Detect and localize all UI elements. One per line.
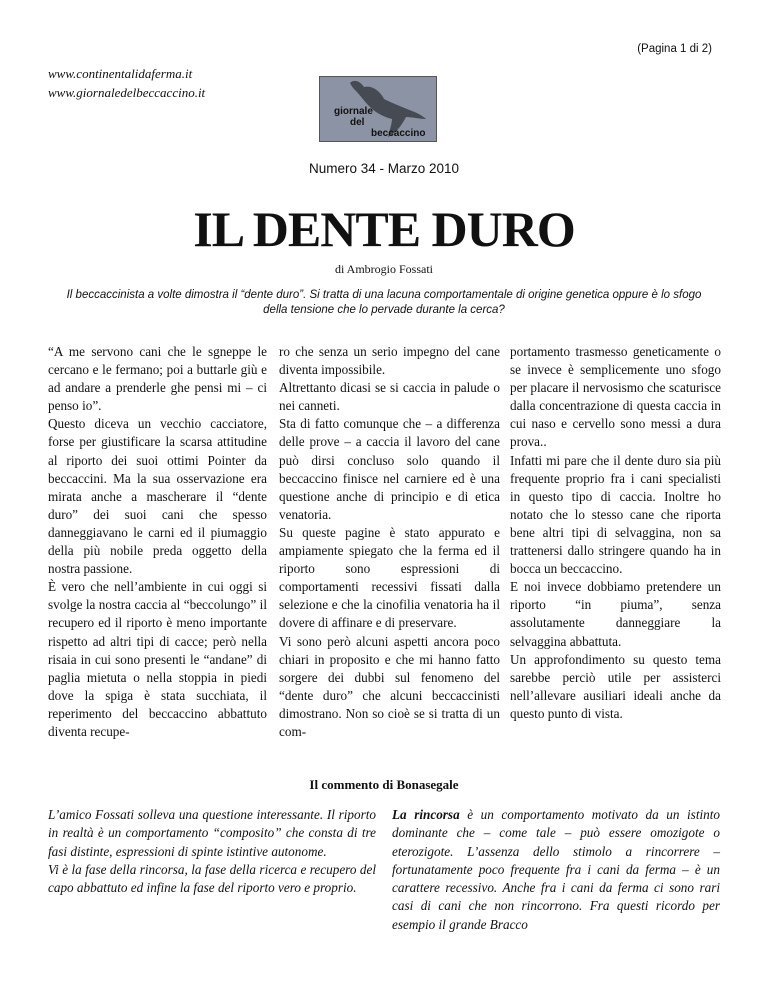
article-title: IL DENTE DURO (193, 201, 575, 257)
paragraph: E noi invece dobbiamo pretendere un riporto “in piuma”, senza assolutamente danneggiare la selvaggina abbattuta. (510, 579, 721, 649)
article-column-2 (279, 343, 500, 741)
paragraph: L’amico Fossati solleva una questione interessante. Il riporto in realtà è un comportamento “composito” che consta di tre fasi distinte, espressioni di spinte istintive autonome. (48, 807, 376, 859)
logo-text: del (350, 117, 365, 128)
logo-text: beccaccino (371, 128, 426, 139)
paragraph: portamento trasmesso geneticamente o se invece è semplicemente uno sfogo per placare il nervosismo che scaturisce dalla concentrazione di questa caccia in cui naso e cervello sono messi a dura prova.. (510, 344, 721, 450)
paragraph: Infatti mi pare che il dente duro sia più frequente proprio fra i cani specialisti in questo tipo di caccia. Inoltre ho notato che lo stesso cane che riporta bene altri tipi di selvaggina, non sa trattenersi dallo stringere quando ha in bocca un beccaccino. (510, 452, 721, 577)
issue-number: Numero 34 - Marzo 2010 (308, 161, 460, 176)
commentary-heading: Il commento di Bonasegale (309, 777, 459, 792)
paragraph: ro che senza un serio impegno del cane diventa impossibile. (279, 344, 500, 378)
logo (319, 76, 437, 142)
url-list (48, 64, 205, 102)
article-column-3 (510, 343, 721, 723)
url-link[interactable]: www.giornaledelbeccaccino.it (48, 85, 206, 100)
article-column-1 (48, 343, 267, 741)
paragraph-text: è un comportamento motivato da un istinto dominante che – come tale – può essere omozigote o eterozigote. L’assenza dello stimolo a rincorrere – fortunatamente poco frequente fra i cani da ferma – è un carattere recessivo. Anche fra i cani da ferma ci sono rari casi di cani che non rincorrono. Fra questi ricordo per esempio il grande Bracco (392, 807, 720, 932)
paragraph: Un approfondimento su questo tema sarebbe perciò utile per assisterci nell’allevare ausiliari ideali anche da questo punto di vista. (510, 651, 721, 721)
page-number: (Pagina 1 di 2) (637, 43, 712, 55)
url-link[interactable]: www.continentalidaferma.it (48, 66, 193, 81)
byline: di Ambrogio Fossati (334, 262, 433, 276)
paragraph: È vero che nell’ambiente in cui oggi si svolge la nostra caccia al “beccolungo” il recupero ed il riporto è meno importante rispetto ad altri tipi di cacce; però nella risaia in cui sono presenti le “andane” di paglia mietuta o nella stoppia in piedi dove la spiga è stata succhiata, il reperimento del beccaccino abbattuto diventa recupe- (48, 579, 267, 739)
paragraph: Su queste pagine è stato appurato e ampiamente spiegato che la ferma ed il riporto sono espressioni di comportamenti recessivi fissati dalla selezione e che la cinofilia venatoria ha il dovere di affinare e di preservare. (279, 524, 500, 631)
paragraph (392, 806, 720, 934)
paragraph: “A me servono cani che le sgneppe le cercano e le fermano; poi a buttarle giù e ad andare a prenderle ghe pensi mi – ci penso io”. (48, 344, 267, 414)
logo-text: giornale (334, 106, 373, 117)
paragraph: Vi è la fase della rincorsa, la fase della ricerca e recupero del capo abbattuto ed infine la fase del riporto vero e proprio. (48, 861, 376, 896)
paragraph: Sta di fatto comunque che – a differenza delle prove – a caccia il lavoro del cane può dirsi concluso solo quando il beccaccino finisce nel carniere ed è una questione anche di principio e di etica venatoria. (279, 416, 500, 522)
commentary-column-left (48, 806, 376, 897)
paragraph: Vi sono però alcuni aspetti ancora poco chiari in proposito e che mi hanno fatto sorgere dei dubbi sul fenomeno del “dente duro” che alcuni beccaccinisti dimostrano. Non so cioè se si tratta di un com- (279, 633, 500, 739)
commentary-column-right (392, 806, 720, 934)
lede: Il beccaccinista a volte dimostra il “dente duro”. Si tratta di una lacuna comportamentale di origine genetica oppure è lo sfogo della tensione che lo pervade durante la cerca? (66, 289, 702, 316)
paragraph: Questo diceva un vecchio cacciatore, forse per giustificare la scarsa attitudine al riporto dei suoi ottimi Pointer da beccaccini. Ma la sua osservazione era mirata anche a mascherare il “dente duro” dei suoi cani che spesso danneggiavano le carni ed il piumaggio della più nobile preda oggetto della nostra passione. (48, 416, 267, 577)
paragraph: Altrettanto dicasi se si caccia in palude o nei canneti. (279, 380, 500, 414)
lead-term: La rincorsa (392, 807, 460, 822)
